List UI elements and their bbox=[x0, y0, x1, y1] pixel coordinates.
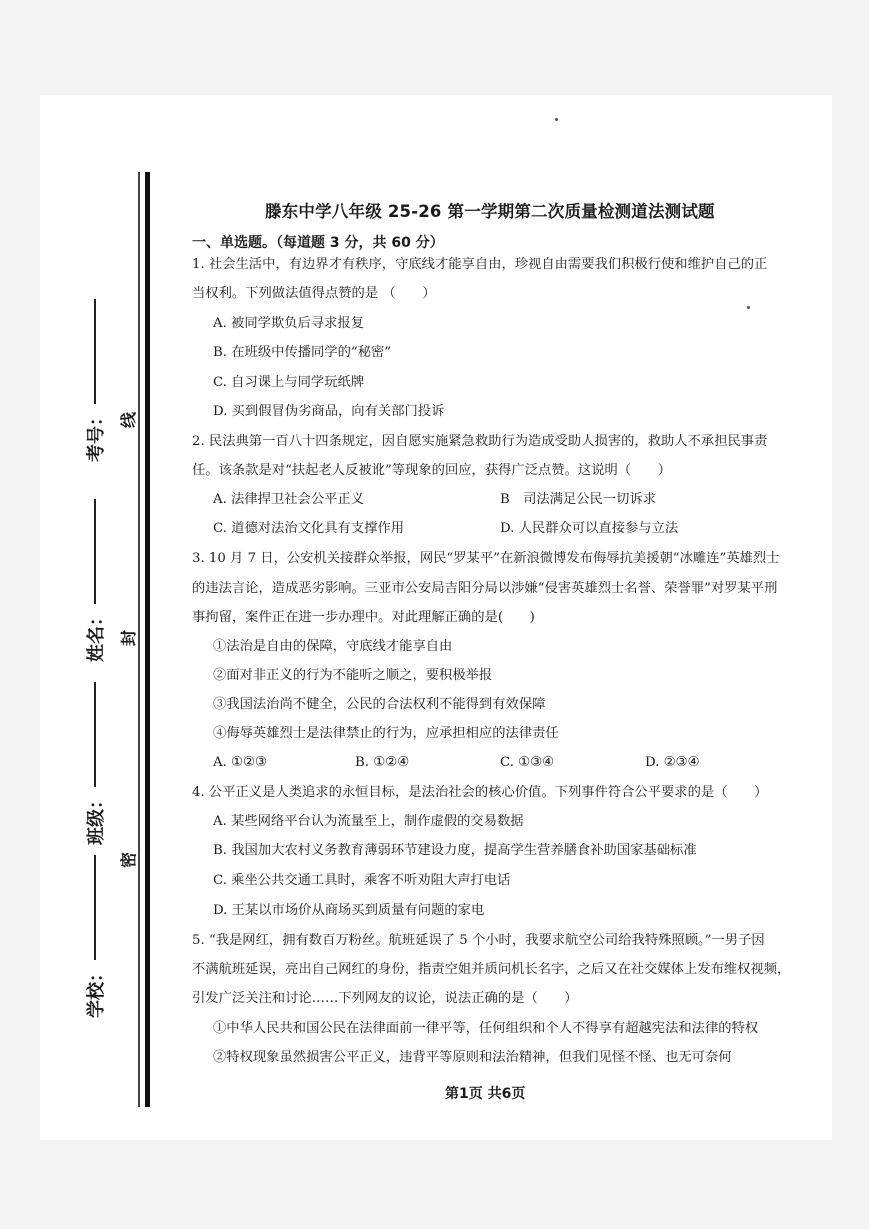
q2-option-c: C. 道德对法治文化具有支撑作用 bbox=[213, 521, 405, 536]
q3-stem-line: 的违法言论，造成恶劣影响。三亚市公安局吉阳分局以涉嫌“侵害英雄烈士名誉、荣誉罪”对罗某平刑 bbox=[192, 581, 778, 596]
q3-item-1: ①法治是自由的保障，守底线才能享自由 bbox=[213, 639, 453, 654]
name-line bbox=[94, 499, 96, 604]
q2-option-a: A. 法律捍卫社会公平正义 bbox=[213, 492, 365, 507]
q4-option-a: A. 某些网络平台认为流量至上，制作虚假的交易数据 bbox=[213, 814, 524, 829]
name-label: 姓名： bbox=[86, 608, 107, 662]
school-field bbox=[82, 855, 108, 1018]
q2-stem-line: 任。该条款是对“扶起老人反被讹”等现象的回应，获得广泛点赞。这说明（ ） bbox=[192, 463, 671, 478]
q4-option-d: D. 王某以市场价从商场买到质量有问题的家电 bbox=[213, 903, 485, 918]
q5-stem-line: 引发广泛关注和讨论……下列网友的议论，说法正确的是（ ） bbox=[192, 991, 578, 1006]
class-line bbox=[94, 682, 96, 787]
seal-mark-seal: 封 bbox=[119, 629, 138, 646]
q5-item-2: ②特权现象虽然损害公平正义，违背平等原则和法治精神，但我们见怪不怪、也无可奈何 bbox=[213, 1050, 732, 1065]
seal-mark-line: 线 bbox=[119, 411, 138, 428]
q3-option-d: D. ②③④ bbox=[645, 755, 700, 770]
class-field bbox=[82, 682, 108, 845]
q3-item-4: ④侮辱英雄烈士是法律禁止的行为，应承担相应的法律责任 bbox=[213, 726, 559, 741]
scan-speck bbox=[555, 118, 558, 121]
q5-stem-line: 不满航班延误，亮出自己网红的身份，指责空姐并质问机长名字，之后又在社交媒体上发布维权视频， bbox=[192, 962, 791, 977]
exam-title: 滕东中学八年级 25-26 第一学期第二次质量检测道法测试题 bbox=[265, 202, 715, 221]
section-heading: 一、单选题。（每道题 3 分，共 60 分） bbox=[192, 235, 444, 251]
q3-option-a: A. ①②③ bbox=[213, 755, 267, 770]
q5-stem-line: 5. “我是网红，拥有数百万粉丝。航班延误了 5 个小时，我要求航空公司给我特殊照顾。”一男子因 bbox=[192, 933, 765, 948]
q1-stem-line: 1. 社会生活中，有边界才有秩序，守底线才能享自由，珍视自由需要我们积极行使和维护自己的正 bbox=[192, 257, 768, 272]
class-label: 班级： bbox=[86, 791, 107, 845]
q3-stem-line: 3. 10 月 7 日，公安机关接群众举报，网民“罗某平”在新浪微博发布侮辱抗美援朝“冰雕连”英雄烈士 bbox=[192, 551, 780, 566]
page-footer: 第1页 共6页 bbox=[445, 1086, 526, 1102]
seal-mark-secret: 密 bbox=[119, 851, 138, 868]
q3-item-3: ③我国法治尚不健全，公民的合法权利不能得到有效保障 bbox=[213, 697, 546, 712]
q5-item-1: ①中华人民共和国公民在法律面前一律平等，任何组织和个人不得享有超越宪法和法律的特权 bbox=[213, 1021, 759, 1036]
q2-option-b: B 司法满足公民一切诉求 bbox=[500, 492, 657, 507]
q2-option-d: D. 人民群众可以直接参与立法 bbox=[500, 521, 679, 536]
q3-stem-line: 事拘留，案件正在进一步办理中。对此理解正确的是( ) bbox=[192, 610, 535, 625]
exam-number-line bbox=[94, 299, 96, 404]
q1-option-a: A. 被同学欺负后寻求报复 bbox=[213, 316, 365, 331]
q2-stem-line: 2. 民法典第一百八十四条规定，因自愿实施紧急救助行为造成受助人损害的，救助人不承担民事责 bbox=[192, 434, 768, 449]
q1-stem-line: 当权利。下列做法值得点赞的是 （ ） bbox=[192, 286, 436, 301]
school-label: 学校： bbox=[86, 964, 107, 1018]
exam-number-label: 考号： bbox=[86, 408, 107, 462]
q4-stem-line: 4. 公平正义是人类追求的永恒目标，是法治社会的核心价值。下列事件符合公平要求的是（ ） bbox=[192, 785, 768, 800]
q4-option-c: C. 乘坐公共交通工具时，乘客不听劝阻大声打电话 bbox=[213, 873, 511, 888]
q1-option-c: C. 自习课上与同学玩纸牌 bbox=[213, 375, 365, 390]
scan-speck bbox=[747, 306, 750, 309]
binding-rule-thick bbox=[145, 172, 150, 1107]
q4-option-b: B. 我国加大农村义务教育薄弱环节建设力度，提高学生营养膳食补助国家基础标准 bbox=[213, 843, 697, 858]
q1-option-d: D. 买到假冒伪劣商品，向有关部门投诉 bbox=[213, 404, 445, 419]
q3-option-c: C. ①③④ bbox=[500, 755, 554, 770]
school-line bbox=[94, 855, 96, 960]
q1-option-b: B. 在班级中传播同学的“秘密” bbox=[213, 345, 392, 360]
q3-option-b: B. ①②④ bbox=[355, 755, 409, 770]
q3-item-2: ②面对非正义的行为不能听之顺之，要积极举报 bbox=[213, 668, 493, 683]
exam-number-field bbox=[82, 299, 108, 462]
name-field bbox=[82, 499, 108, 662]
